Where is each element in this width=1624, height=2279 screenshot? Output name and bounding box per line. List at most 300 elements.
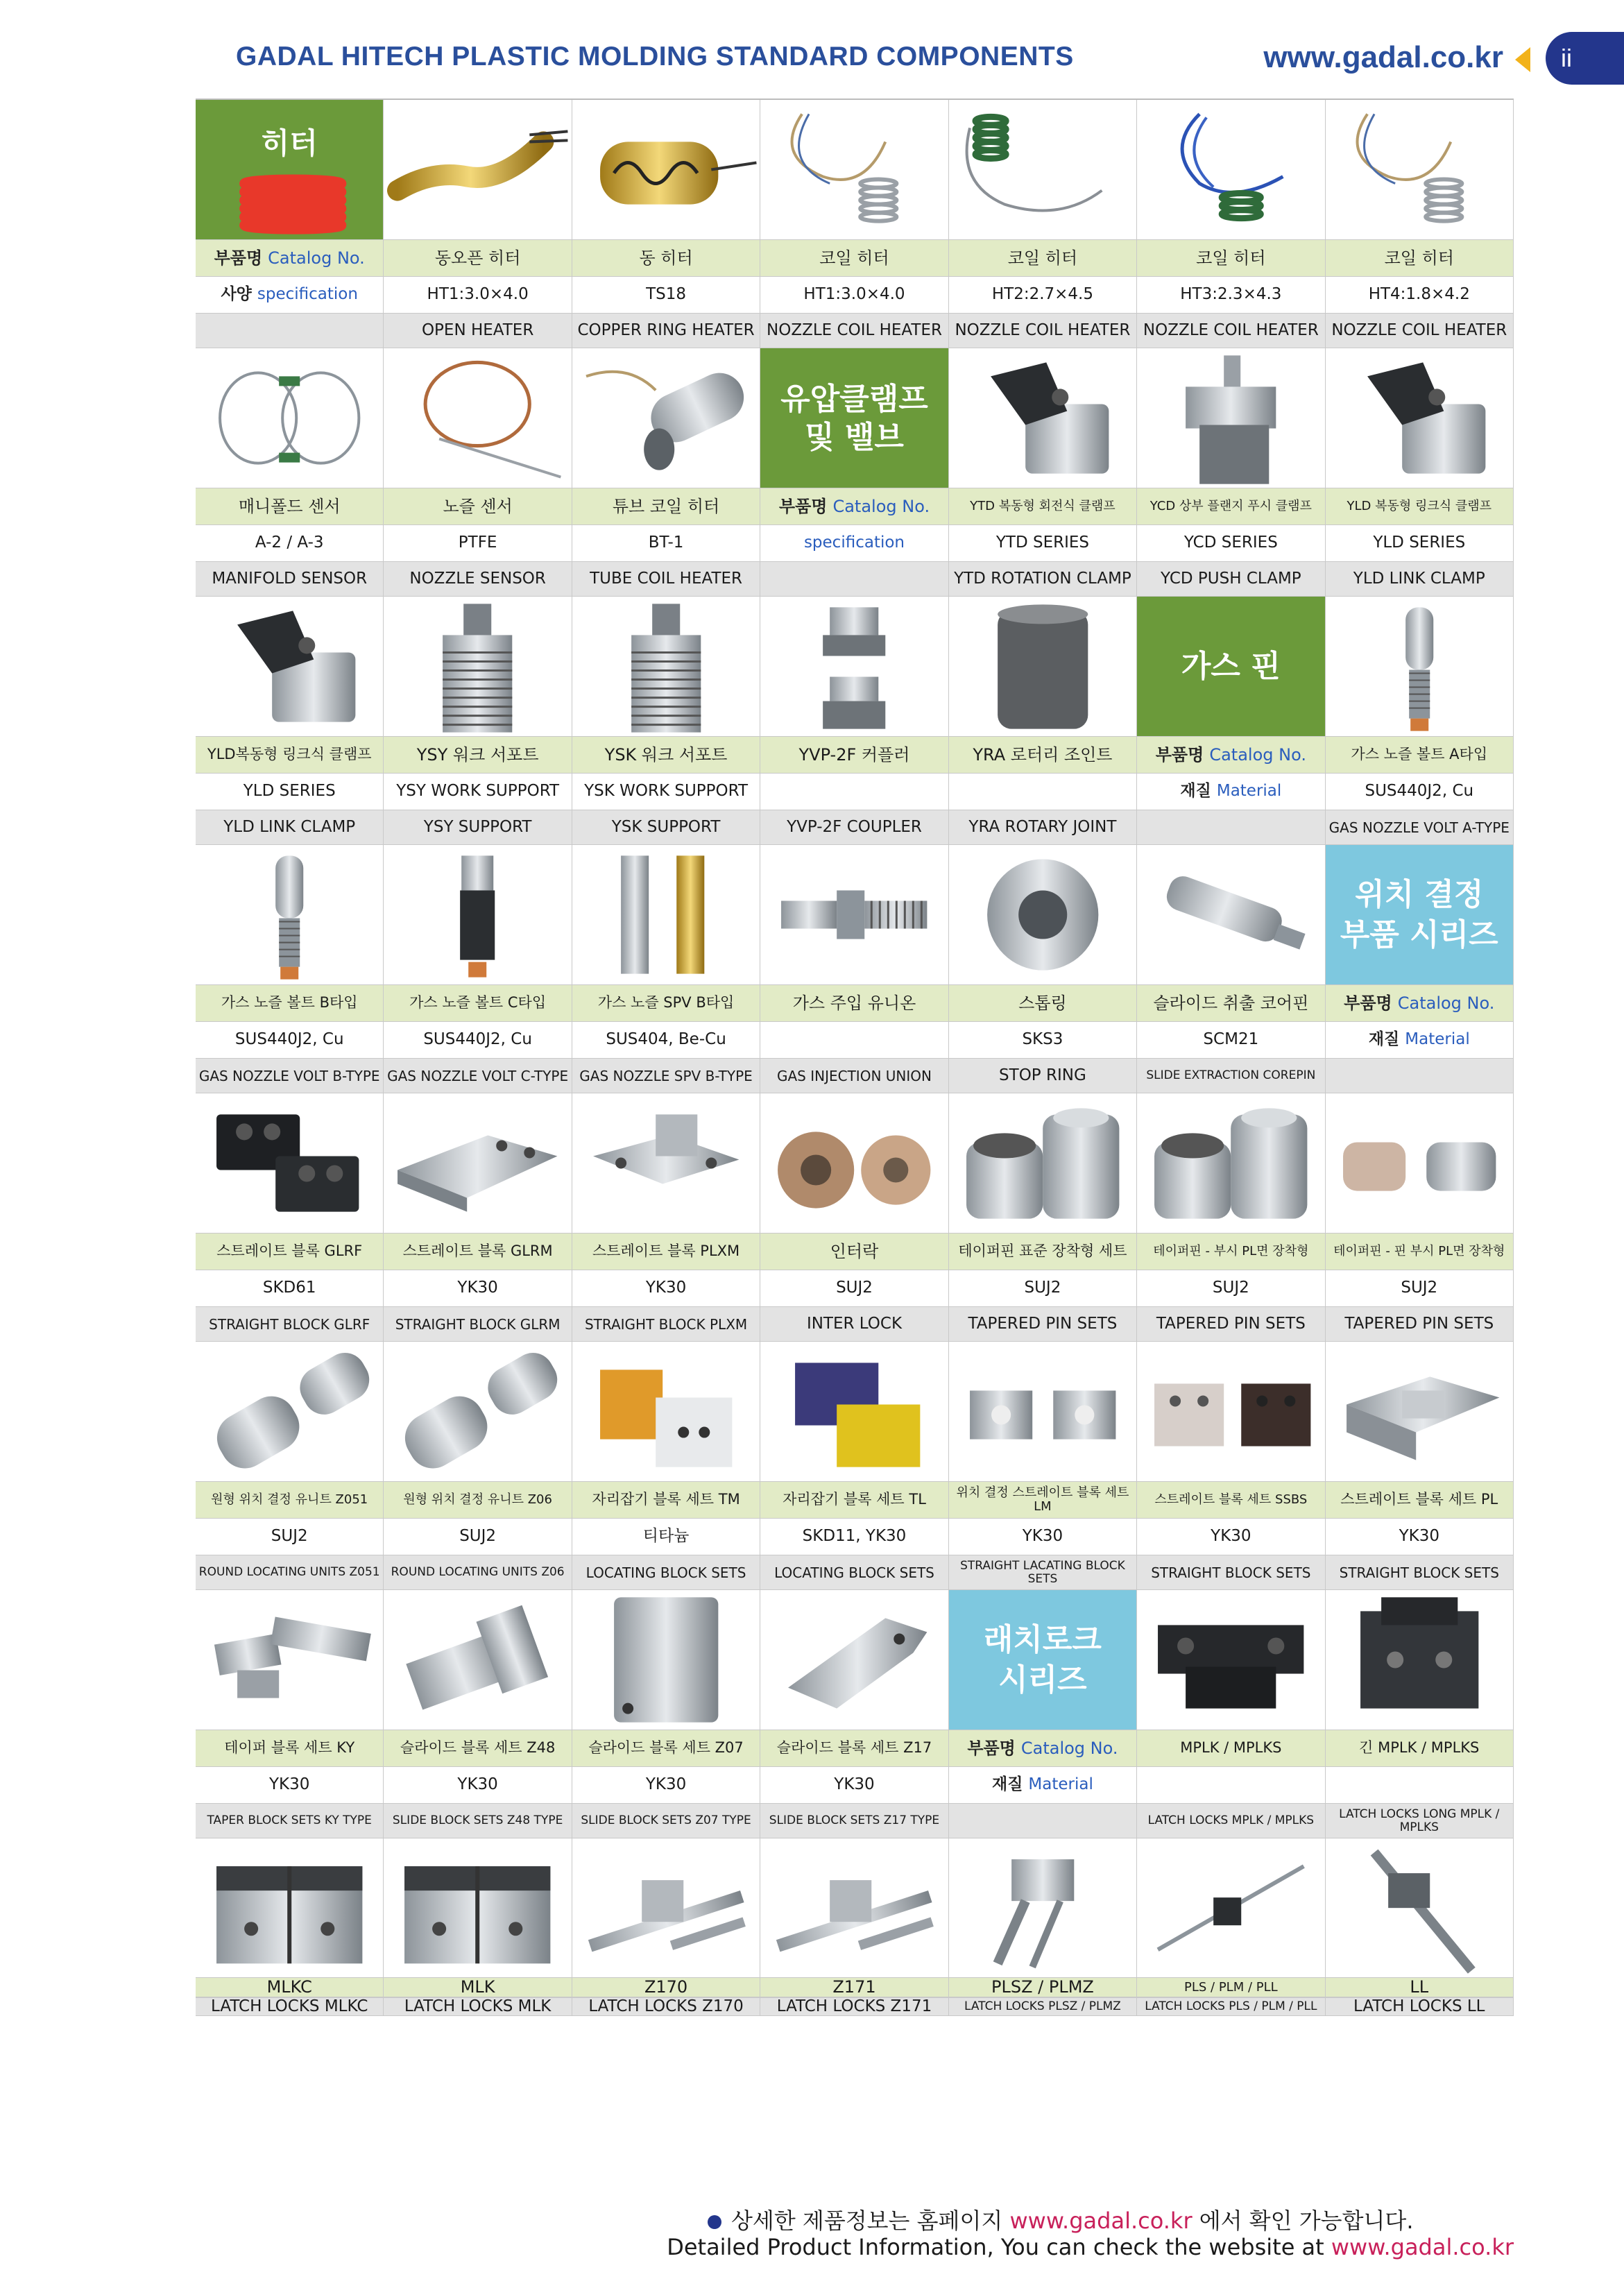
product-spec xyxy=(572,1022,760,1059)
product-spec xyxy=(949,774,1137,810)
product-english-name xyxy=(196,1307,384,1342)
product-spec xyxy=(1137,1767,1325,1804)
product-english-text: GAS NOZZLE SPV B-TYPE xyxy=(579,1067,753,1084)
product-name xyxy=(760,488,948,525)
product-english-name xyxy=(949,562,1137,597)
product-english-text: STRAIGHT BLOCK SETS xyxy=(1151,1564,1311,1581)
product-name xyxy=(1326,1978,1514,1997)
product-image[interactable] xyxy=(1326,348,1514,488)
product-image[interactable] xyxy=(760,597,948,737)
product-name-text: 가스 주입 유니온 xyxy=(792,993,916,1013)
product-name xyxy=(1137,985,1325,1022)
product-image[interactable] xyxy=(1137,845,1325,985)
product-image[interactable] xyxy=(196,1838,384,1978)
product-name xyxy=(196,985,384,1022)
product-name-text: Z170 xyxy=(644,1978,688,1997)
product-spec-text: A-2 / A-3 xyxy=(255,534,324,552)
product-name xyxy=(572,1730,760,1767)
product-english-name xyxy=(384,810,572,845)
clampBox-product-icon xyxy=(1137,348,1324,488)
footer-english-link[interactable]: www.gadal.co.kr xyxy=(1331,2234,1514,2260)
product-english-name xyxy=(1137,562,1325,597)
product-image[interactable] xyxy=(760,1342,948,1482)
page-number-tab: ii xyxy=(1546,32,1624,85)
footer-korean-link[interactable]: www.gadal.co.kr xyxy=(1009,2208,1193,2234)
product-english-text: YTD ROTATION CLAMP xyxy=(954,569,1131,588)
union-product-icon xyxy=(760,845,948,984)
product-name-text: 테이퍼핀 - 부시 PL면 장착형 xyxy=(1153,1244,1309,1259)
product-name-text: 테이퍼핀 - 핀 부시 PL면 장착형 xyxy=(1333,1244,1505,1259)
product-name xyxy=(949,1730,1137,1767)
product-name-text: 원형 위치 결정 유니트 Z051 xyxy=(211,1492,368,1508)
product-name xyxy=(1137,240,1325,277)
product-image[interactable] xyxy=(949,100,1137,240)
sensorRed-product-icon xyxy=(384,348,571,488)
product-image[interactable] xyxy=(760,1093,948,1234)
website-link[interactable]: www.gadal.co.kr xyxy=(1263,40,1503,74)
catalog-no-label-en: Catalog No. xyxy=(1209,744,1306,765)
product-english-name xyxy=(949,1555,1137,1590)
product-image[interactable] xyxy=(760,100,948,240)
pinGold-product-icon xyxy=(572,845,760,984)
bullet-icon xyxy=(708,2215,721,2229)
heaterBrass-product-icon xyxy=(572,100,760,239)
product-spec-text: SUJ2 xyxy=(1212,1279,1249,1297)
product-spec xyxy=(1137,774,1325,810)
product-spec xyxy=(572,1519,760,1555)
bar-product-icon xyxy=(572,1838,760,1977)
product-spec xyxy=(949,1022,1137,1059)
product-english-text: TAPERED PIN SETS xyxy=(1344,1314,1494,1333)
ssbs-product-icon xyxy=(1137,1342,1324,1481)
category-line-1: 래치로크 xyxy=(983,1622,1102,1658)
material-label-ko: 재질 xyxy=(1180,782,1211,801)
interlock-product-icon xyxy=(760,1093,948,1233)
product-spec xyxy=(196,525,384,562)
product-image[interactable] xyxy=(196,597,384,737)
specification-label-en: specification xyxy=(803,534,905,552)
product-name-text: YVP-2F 커플러 xyxy=(798,744,910,765)
product-image[interactable] xyxy=(572,348,760,488)
product-spec-text: HT1:3.0×4.0 xyxy=(803,285,905,304)
product-spec-text: HT3:2.3×4.3 xyxy=(1180,285,1282,304)
rotary-product-icon xyxy=(949,597,1136,736)
support-product-icon xyxy=(384,597,571,736)
product-spec xyxy=(1326,774,1514,810)
product-english-text: STRAIGHT BLOCK GLRM xyxy=(395,1315,561,1333)
product-spec xyxy=(760,277,948,314)
product-spec-text: YLD SERIES xyxy=(243,782,336,801)
product-english-text: LATCH LOCKS MPLK / MPLKS xyxy=(1147,1813,1315,1828)
product-spec-text: YK30 xyxy=(457,1775,498,1794)
product-spec xyxy=(760,1767,948,1804)
product-image[interactable] xyxy=(572,100,760,240)
category-positioning-title xyxy=(1340,875,1498,954)
product-spec xyxy=(760,525,948,562)
product-image[interactable] xyxy=(196,1590,384,1730)
product-english-text: LOCATING BLOCK SETS xyxy=(774,1564,934,1581)
product-english-name xyxy=(1137,1555,1325,1590)
product-image[interactable] xyxy=(384,845,572,985)
product-name xyxy=(760,1978,948,1997)
product-english-text: YRA ROTARY JOINT xyxy=(968,817,1117,836)
product-english-name xyxy=(1137,314,1325,348)
product-english-name xyxy=(1326,1998,1514,2016)
product-spec xyxy=(384,1767,572,1804)
product-spec-text: HT2:2.7×4.5 xyxy=(991,285,1093,304)
product-english-name xyxy=(760,1804,948,1838)
product-image[interactable] xyxy=(949,1093,1137,1234)
product-english-text: LATCH LOCKS PLSZ / PLMZ xyxy=(964,1999,1121,2013)
product-spec xyxy=(1137,1022,1325,1059)
lm-product-icon xyxy=(949,1342,1136,1481)
rod-product-icon xyxy=(1137,845,1324,984)
product-spec xyxy=(196,1519,384,1555)
product-spec xyxy=(384,1022,572,1059)
product-name-text: Z171 xyxy=(832,1978,876,1997)
product-name xyxy=(384,1730,572,1767)
product-image[interactable] xyxy=(1326,1342,1514,1482)
product-name-text: YLD복동형 링크식 클램프 xyxy=(207,746,372,763)
catalog-no-label-en: Catalog No. xyxy=(268,248,365,268)
product-name xyxy=(196,737,384,774)
mlkc-product-icon xyxy=(384,1838,571,1977)
product-image[interactable] xyxy=(384,1342,572,1482)
product-english-text: LATCH LOCKS PLS / PLM / PLL xyxy=(1145,1999,1317,2013)
product-spec-text: YSK WORK SUPPORT xyxy=(584,782,749,801)
product-name-text: 테이퍼 블록 세트 KY xyxy=(224,1739,355,1757)
specification-label-en: specification xyxy=(257,285,358,304)
product-image[interactable] xyxy=(949,597,1137,737)
bar-product-icon xyxy=(760,1838,948,1977)
product-name-text: 긴 MPLK / MPLKS xyxy=(1359,1739,1480,1757)
product-image[interactable] xyxy=(384,100,572,240)
product-spec-text: YK30 xyxy=(834,1775,875,1794)
product-image[interactable] xyxy=(1137,100,1325,240)
product-spec-text: HT4:1.8×4.2 xyxy=(1368,285,1470,304)
product-english-name xyxy=(1326,1555,1514,1590)
product-english-name xyxy=(1137,1307,1325,1342)
product-image[interactable] xyxy=(760,1590,948,1730)
product-english-text: SLIDE BLOCK SETS Z07 TYPE xyxy=(581,1813,751,1828)
product-spec-text: SUJ2 xyxy=(271,1527,308,1546)
product-name-text: MLK xyxy=(460,1978,495,1997)
product-english-name xyxy=(949,1307,1137,1342)
product-name-text: 매니폴드 센서 xyxy=(238,496,341,516)
product-english-name xyxy=(760,1998,948,2016)
product-image[interactable] xyxy=(572,597,760,737)
product-name xyxy=(949,488,1137,525)
category-positioning xyxy=(1326,845,1514,985)
product-english-text: YLD LINK CLAMP xyxy=(1353,569,1485,588)
product-image[interactable] xyxy=(572,1093,760,1234)
product-name-text: 동 히터 xyxy=(639,248,693,268)
plate-product-icon xyxy=(384,1093,571,1233)
product-image[interactable] xyxy=(196,1093,384,1234)
product-image[interactable] xyxy=(1137,1838,1325,1978)
coil-product-icon xyxy=(1326,100,1513,239)
footer-korean xyxy=(708,2203,1414,2235)
product-spec xyxy=(572,525,760,562)
product-name-text: 스트레이트 블록 세트 SSBS xyxy=(1154,1492,1308,1508)
product-name-text: YCD 상부 플랜지 푸시 클램프 xyxy=(1149,499,1312,514)
product-english-text: YSY SUPPORT xyxy=(423,817,532,836)
product-name-text: 노즐 센서 xyxy=(443,496,513,516)
product-image[interactable] xyxy=(1326,1590,1514,1730)
catalog-no-label-en: Catalog No. xyxy=(832,496,930,516)
product-spec xyxy=(949,1767,1137,1804)
catalog-no-label-ko: 부품명 xyxy=(214,248,263,268)
product-spec-text: YK30 xyxy=(1022,1527,1063,1546)
mlkc-product-icon xyxy=(196,1838,383,1977)
product-english-name xyxy=(572,1998,760,2016)
clampL-product-icon xyxy=(196,597,383,736)
product-spec-text: PTFE xyxy=(458,534,497,552)
material-label-en: Material xyxy=(1216,782,1282,801)
product-name-text: 코일 히터 xyxy=(1384,248,1454,268)
product-image[interactable] xyxy=(572,845,760,985)
product-english-text: MANIFOLD SENSOR xyxy=(212,569,368,588)
ky-product-icon xyxy=(196,1590,383,1730)
tm-product-icon xyxy=(572,1342,760,1481)
product-spec-text: SUJ2 xyxy=(836,1279,873,1297)
round-product-icon xyxy=(384,1342,571,1481)
coil-product-icon xyxy=(760,100,948,239)
product-image[interactable] xyxy=(949,1342,1137,1482)
product-name-text: 코일 히터 xyxy=(1007,248,1078,268)
product-spec-text: 티타늄 xyxy=(642,1527,690,1546)
product-english-name xyxy=(196,314,384,348)
product-english-text: ROUND LOCATING UNITS Z051 xyxy=(198,1565,380,1580)
product-english-name xyxy=(949,1804,1137,1838)
product-name xyxy=(1326,737,1514,774)
blockBlack-product-icon xyxy=(196,1093,383,1233)
product-image[interactable] xyxy=(1326,1838,1514,1978)
product-name xyxy=(949,1482,1137,1519)
product-image[interactable] xyxy=(1326,100,1514,240)
product-english-text: LOCATING BLOCK SETS xyxy=(586,1564,746,1581)
product-english-name xyxy=(384,1059,572,1093)
product-english-text: ROUND LOCATING UNITS Z06 xyxy=(391,1565,565,1580)
ring-product-icon xyxy=(949,845,1136,984)
material-label-ko: 재질 xyxy=(991,1775,1023,1794)
product-english-name xyxy=(1326,562,1514,597)
product-name xyxy=(572,737,760,774)
product-spec-text: YK30 xyxy=(1211,1527,1251,1546)
product-name-text: 코일 히터 xyxy=(1196,248,1266,268)
product-english-text: YSK SUPPORT xyxy=(611,817,721,836)
pin-product-icon xyxy=(196,845,383,984)
product-name xyxy=(760,240,948,277)
product-image[interactable] xyxy=(196,845,384,985)
product-spec xyxy=(196,1022,384,1059)
z17-product-icon xyxy=(760,1590,948,1730)
product-english-text: GAS INJECTION UNION xyxy=(777,1067,932,1084)
product-name xyxy=(196,488,384,525)
product-image[interactable] xyxy=(1137,1342,1325,1482)
product-spec-text: YK30 xyxy=(269,1775,310,1794)
product-english-name xyxy=(1137,1804,1325,1838)
product-image[interactable] xyxy=(196,1342,384,1482)
product-spec xyxy=(384,525,572,562)
product-name xyxy=(1137,1234,1325,1270)
product-english-name xyxy=(1326,314,1514,348)
product-spec xyxy=(1326,1270,1514,1307)
coilGreen-product-icon xyxy=(949,100,1136,239)
product-spec-text: SCM21 xyxy=(1203,1030,1259,1049)
product-name-text: 슬라이드 블록 세트 Z07 xyxy=(588,1739,744,1757)
product-spec-text: SKD11, YK30 xyxy=(802,1527,907,1546)
product-spec-text: YK30 xyxy=(457,1279,498,1297)
product-name xyxy=(1326,240,1514,277)
product-english-text: STRAIGHT BLOCK GLRF xyxy=(209,1315,370,1333)
product-name xyxy=(384,1482,572,1519)
product-english-text: SLIDE BLOCK SETS Z48 TYPE xyxy=(392,1813,563,1828)
product-image[interactable] xyxy=(384,1093,572,1234)
product-spec-text: HT1:3.0×4.0 xyxy=(427,285,529,304)
product-name xyxy=(1326,488,1514,525)
product-english-name xyxy=(196,1804,384,1838)
product-name xyxy=(1137,1978,1325,1997)
product-image[interactable] xyxy=(572,1590,760,1730)
product-image[interactable] xyxy=(1326,597,1514,737)
product-image[interactable] xyxy=(949,845,1137,985)
product-spec xyxy=(949,277,1137,314)
component-catalog-grid xyxy=(196,100,1514,2016)
product-name xyxy=(760,1730,948,1767)
product-spec xyxy=(949,525,1137,562)
taper-product-icon xyxy=(1137,1093,1324,1233)
product-english-name xyxy=(384,314,572,348)
slideZ-product-icon xyxy=(384,1590,571,1730)
product-image[interactable] xyxy=(1137,1590,1325,1730)
product-spec xyxy=(196,1270,384,1307)
product-spec xyxy=(1326,277,1514,314)
product-name xyxy=(384,985,572,1022)
product-english-name xyxy=(572,1059,760,1093)
product-spec xyxy=(1326,525,1514,562)
product-image[interactable] xyxy=(949,348,1137,488)
product-name xyxy=(572,985,760,1022)
footer-korean-text-end: 에서 확인 가능합니다. xyxy=(1192,2208,1414,2234)
product-image[interactable] xyxy=(384,597,572,737)
product-english-name xyxy=(572,1555,760,1590)
product-spec xyxy=(1326,1519,1514,1555)
product-english-text: NOZZLE SENSOR xyxy=(409,569,546,588)
category-line-1: 위치 결정 xyxy=(1355,877,1484,913)
product-english-name xyxy=(1326,1059,1514,1093)
category-line-2: 시리즈 xyxy=(998,1662,1087,1698)
product-spec-text: YK30 xyxy=(1399,1527,1439,1546)
product-english-name xyxy=(1137,1998,1325,2016)
product-spec xyxy=(1326,1022,1514,1059)
product-english-name xyxy=(384,562,572,597)
product-name xyxy=(760,737,948,774)
product-english-text: INTER LOCK xyxy=(806,1314,903,1333)
clampL-product-icon xyxy=(1326,348,1513,488)
product-english-text: YLD LINK CLAMP xyxy=(223,817,356,836)
product-name-text: 자리잡기 블록 세트 TM xyxy=(592,1491,740,1508)
product-image[interactable] xyxy=(1137,348,1325,488)
product-english-text: SLIDE BLOCK SETS Z17 TYPE xyxy=(769,1813,940,1828)
pinDark-product-icon xyxy=(384,845,571,984)
product-image[interactable] xyxy=(384,1838,572,1978)
product-name-text: 튜브 코일 히터 xyxy=(612,496,720,516)
pl-product-icon xyxy=(1326,1342,1513,1481)
product-image[interactable] xyxy=(1326,1093,1514,1234)
product-spec-text: SKS3 xyxy=(1022,1030,1063,1049)
product-name xyxy=(572,240,760,277)
product-name-text: 슬라이드 블록 세트 Z17 xyxy=(776,1739,932,1757)
product-name xyxy=(760,1482,948,1519)
specification-label-ko: 사양 xyxy=(221,285,252,304)
product-name-text: YTD 복동형 회전식 클램프 xyxy=(970,499,1116,514)
product-english-name xyxy=(1137,810,1325,845)
product-english-name xyxy=(1137,1059,1325,1093)
product-spec xyxy=(196,1767,384,1804)
product-name xyxy=(196,1978,384,1997)
product-spec xyxy=(949,1270,1137,1307)
product-english-text: STRAIGHT BLOCK SETS xyxy=(1339,1564,1499,1581)
product-spec xyxy=(384,1519,572,1555)
plxm-product-icon xyxy=(572,1093,760,1233)
product-image[interactable] xyxy=(196,348,384,488)
product-image[interactable] xyxy=(1137,1093,1325,1234)
material-label-ko: 재질 xyxy=(1368,1030,1400,1049)
product-name-text: 슬라이드 블록 세트 Z48 xyxy=(400,1739,556,1757)
product-english-name xyxy=(949,314,1137,348)
product-english-name xyxy=(760,1059,948,1093)
product-image[interactable] xyxy=(384,1590,572,1730)
product-image[interactable] xyxy=(572,1342,760,1482)
product-name-text: 자리잡기 블록 세트 TL xyxy=(783,1491,926,1508)
sensor-product-icon xyxy=(196,348,383,488)
product-spec xyxy=(572,774,760,810)
category-gas-pin-title: 가스 핀 xyxy=(1181,649,1281,684)
product-name xyxy=(949,737,1137,774)
product-spec xyxy=(572,1767,760,1804)
product-name-text: 동오픈 히터 xyxy=(434,248,521,268)
product-english-text: NOZZLE COIL HEATER xyxy=(955,321,1131,339)
category-heater xyxy=(196,100,384,240)
product-spec xyxy=(196,774,384,810)
product-image[interactable] xyxy=(760,845,948,985)
product-name xyxy=(196,1234,384,1270)
product-english-text: YVP-2F COUPLER xyxy=(787,817,922,836)
product-english-text: LATCH LOCKS Z170 xyxy=(588,1997,744,2015)
product-spec-text: YTD SERIES xyxy=(995,534,1089,552)
product-english-text: TAPERED PIN SETS xyxy=(1156,1314,1306,1333)
product-name-text: 스트레이트 블록 GLRF xyxy=(216,1243,363,1260)
product-name-text: MLKC xyxy=(266,1978,312,1997)
product-spec xyxy=(760,1519,948,1555)
heater-coil-icon xyxy=(196,100,383,239)
product-image[interactable] xyxy=(760,1838,948,1978)
product-image[interactable] xyxy=(949,1838,1137,1978)
category-latch-lock xyxy=(949,1590,1137,1730)
product-spec-text: SUS440J2, Cu xyxy=(1365,782,1474,801)
product-name xyxy=(949,1978,1137,1997)
product-english-name xyxy=(760,562,948,597)
category-heater-title: 히터 xyxy=(261,126,318,160)
product-image[interactable] xyxy=(572,1838,760,1978)
product-english-name xyxy=(384,1998,572,2016)
footer-korean-text: 상세한 제품정보는 홈페이지 xyxy=(731,2208,1010,2234)
category-line-2: 및 밸브 xyxy=(805,419,904,455)
product-english-name xyxy=(196,1998,384,2016)
product-english-text: TAPERED PIN SETS xyxy=(968,1314,1118,1333)
product-image[interactable] xyxy=(384,348,572,488)
